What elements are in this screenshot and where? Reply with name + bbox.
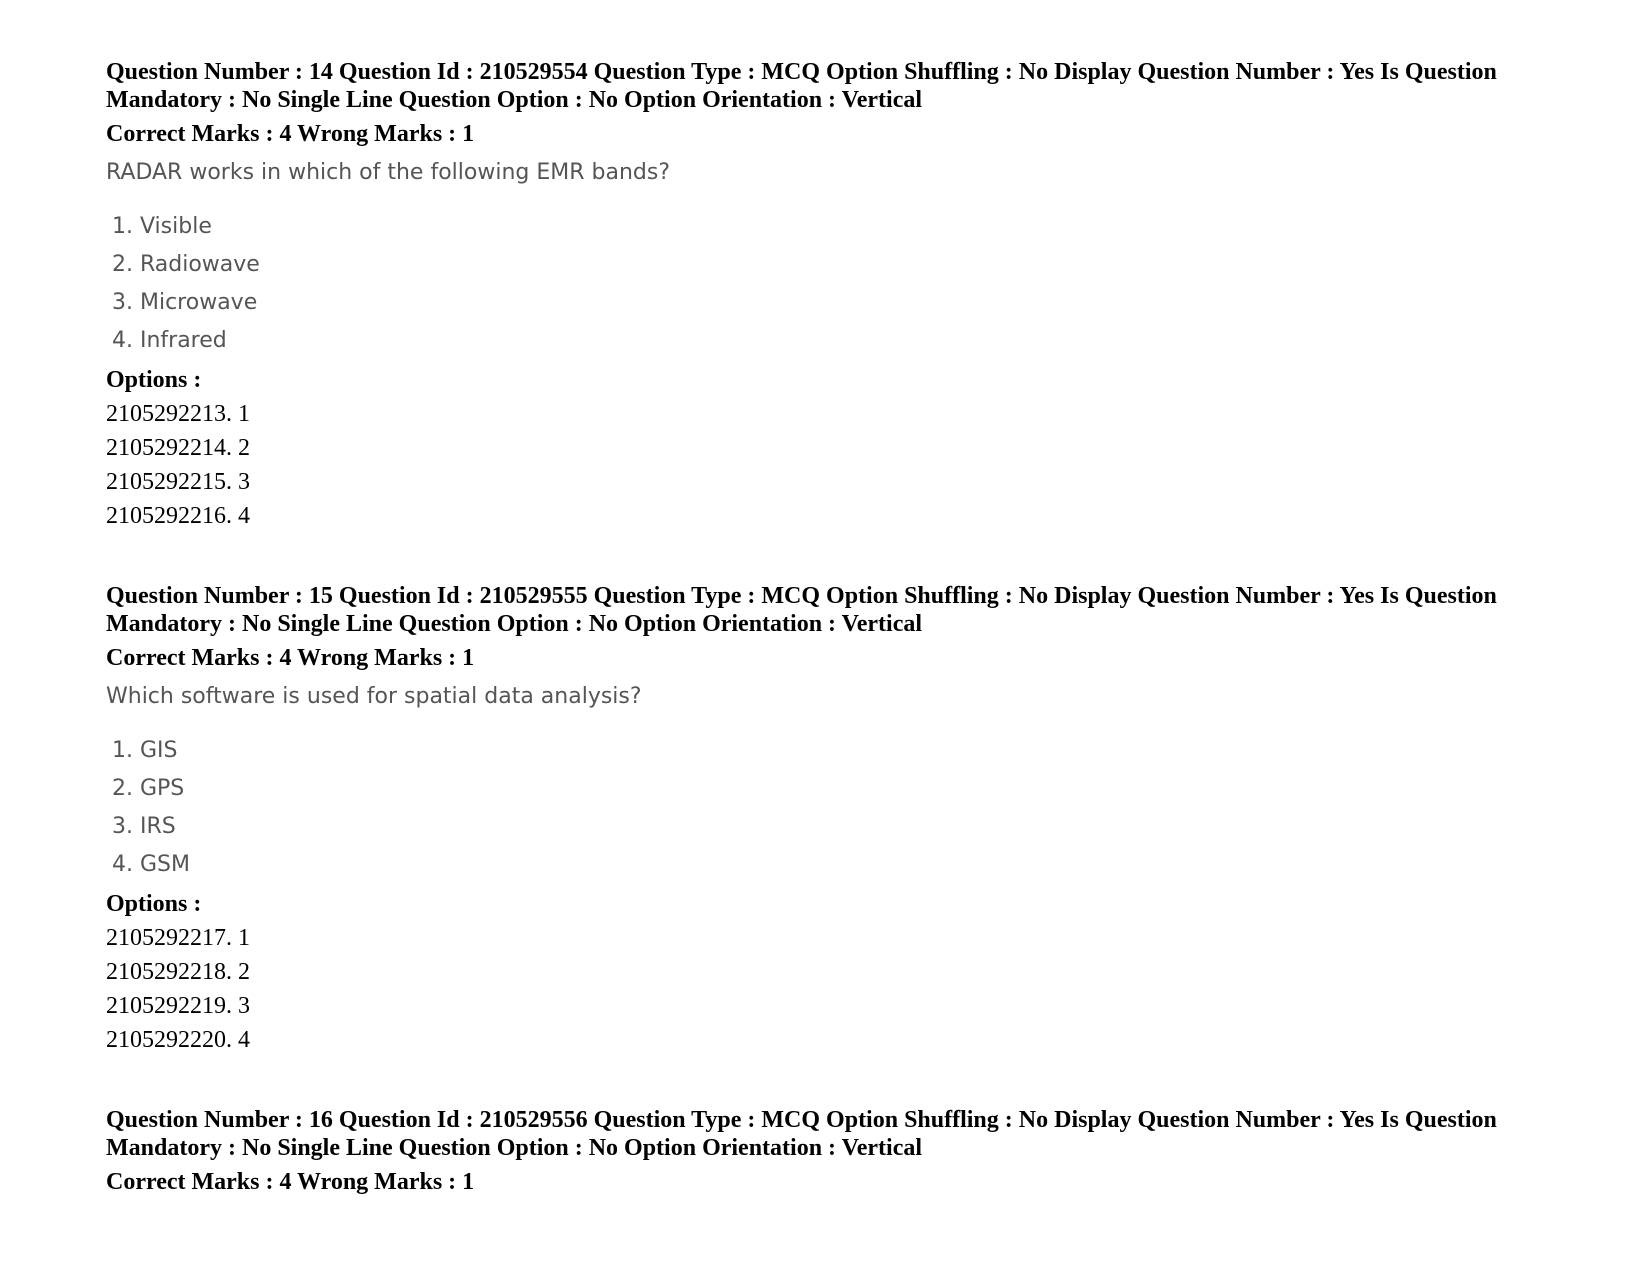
option-id: 2105292218. 2 — [106, 959, 250, 985]
answer-choice: 4. Infrared — [112, 328, 227, 353]
question-block-15 — [106, 582, 1596, 1054]
option-id-list — [106, 924, 1596, 1054]
options-heading: Options : — [106, 367, 202, 393]
answer-choice: 1. Visible — [112, 214, 212, 239]
options-heading: Options : — [106, 891, 202, 917]
option-id: 2105292219. 3 — [106, 993, 250, 1019]
question-marks: Correct Marks : 4 Wrong Marks : 1 — [106, 121, 475, 147]
option-id: 2105292213. 1 — [106, 401, 250, 427]
question-marks: Correct Marks : 4 Wrong Marks : 1 — [106, 645, 475, 671]
question-block-14 — [106, 58, 1596, 530]
question-paper-page — [106, 58, 1596, 1196]
option-id: 2105292216. 4 — [106, 503, 250, 529]
question-stem: Which software is used for spatial data analysis? — [106, 684, 642, 709]
answer-choices — [106, 738, 1596, 878]
option-id-list — [106, 400, 1596, 530]
option-id: 2105292215. 3 — [106, 469, 250, 495]
question-marks: Correct Marks : 4 Wrong Marks : 1 — [106, 1169, 475, 1195]
question-stem: RADAR works in which of the following EMR bands? — [106, 160, 670, 185]
question-meta: Question Number : 14 Question Id : 210529554 Question Type : MCQ Option Shuffling : No Display Question Number : Yes Is Question Mandatory : No Single Line Question Option : No Option Orientation : Vertical — [106, 59, 1497, 113]
question-meta: Question Number : 16 Question Id : 210529556 Question Type : MCQ Option Shuffling : No Display Question Number : Yes Is Question Mandatory : No Single Line Question Option : No Option Orientation : Vertical — [106, 1107, 1497, 1161]
answer-choice: 3. IRS — [112, 814, 176, 839]
answer-choice: 2. GPS — [112, 776, 185, 801]
answer-choices — [106, 214, 1596, 354]
question-meta: Question Number : 15 Question Id : 210529555 Question Type : MCQ Option Shuffling : No Display Question Number : Yes Is Question Mandatory : No Single Line Question Option : No Option Orientation : Vertical — [106, 583, 1497, 637]
answer-choice: 1. GIS — [112, 738, 178, 763]
option-id: 2105292220. 4 — [106, 1027, 250, 1053]
option-id: 2105292214. 2 — [106, 435, 250, 461]
option-id: 2105292217. 1 — [106, 925, 250, 951]
answer-choice: 4. GSM — [112, 852, 190, 877]
answer-choice: 2. Radiowave — [112, 252, 260, 277]
answer-choice: 3. Microwave — [112, 290, 258, 315]
question-block-16 — [106, 1106, 1596, 1196]
